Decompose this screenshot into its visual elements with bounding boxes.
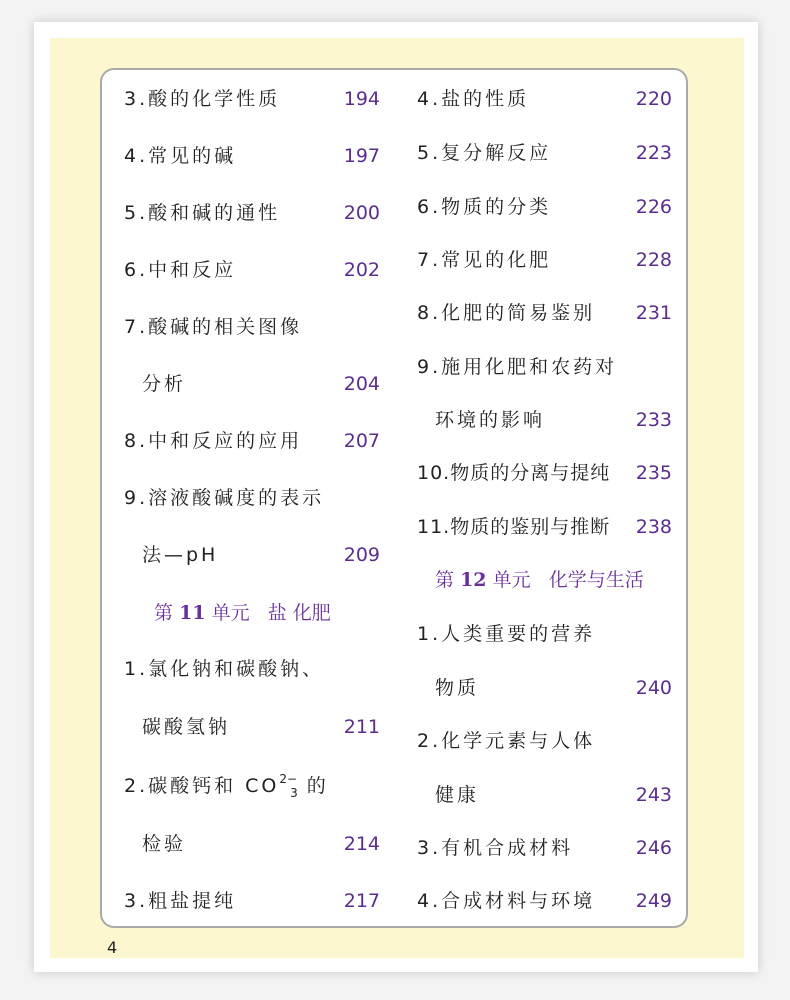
toc-entry-page: 207 (343, 430, 380, 452)
page-number: 4 (107, 938, 118, 957)
toc-entry-title: 8.中和反应的应用 (124, 430, 303, 452)
toc-entry-title: 11.物质的鉴别与推断 (417, 516, 611, 538)
toc-entry-page: 209 (343, 544, 380, 566)
unit-heading (435, 568, 644, 592)
unit-heading (154, 601, 331, 625)
toc-entry-title-part: 的 (297, 775, 329, 797)
toc-entry-page: 238 (635, 516, 672, 538)
toc-entry-continuation: 物质 (435, 677, 480, 699)
toc-entry-page: 235 (635, 462, 672, 484)
toc-entry-title: 7.酸碱的相关图像 (124, 316, 303, 338)
unit-prefix: 第 (435, 569, 455, 591)
toc-entry-title (124, 774, 329, 800)
toc-entry-page: 220 (635, 88, 672, 110)
table-of-contents (100, 68, 688, 928)
toc-entry-title: 3.酸的化学性质 (124, 88, 281, 110)
toc-entry-continuation: 碳酸氢钠 (142, 716, 231, 738)
toc-entry-title: 1.氯化钠和碳酸钠、 (124, 658, 325, 680)
toc-entry-title: 5.酸和碱的通性 (124, 202, 281, 224)
toc-entry-continuation: 检验 (142, 833, 187, 855)
unit-name: 盐 化肥 (267, 602, 331, 624)
toc-entry-title: 10.物质的分离与提纯 (417, 462, 611, 484)
toc-entry-continuation: 环境的影响 (435, 409, 546, 431)
toc-entry-page: 194 (343, 88, 380, 110)
toc-entry-title: 4.常见的碱 (124, 145, 237, 167)
toc-entry-page: 231 (635, 302, 672, 324)
toc-entry-title: 2.化学元素与人体 (417, 730, 596, 752)
toc-entry-page: 243 (635, 784, 672, 806)
toc-entry-continuation: 法—pH (142, 544, 219, 566)
toc-entry-page: 217 (343, 890, 380, 912)
toc-entry-page: 240 (635, 677, 672, 699)
toc-entry-title: 4.盐的性质 (417, 88, 530, 110)
unit-number: 11 (179, 602, 206, 624)
toc-entry-page: 200 (343, 202, 380, 224)
toc-entry-title: 9.施用化肥和农药对 (417, 356, 618, 378)
toc-entry-continuation: 分析 (142, 373, 187, 395)
toc-entry-title: 4.合成材料与环境 (417, 890, 596, 912)
unit-name: 化学与生活 (548, 569, 644, 591)
toc-entry-title: 5.复分解反应 (417, 142, 552, 164)
toc-entry-page: 202 (343, 259, 380, 281)
toc-entry-title: 7.常见的化肥 (417, 249, 552, 271)
toc-entry-title: 6.物质的分类 (417, 196, 552, 218)
unit-number: 12 (460, 569, 487, 591)
toc-entry-page: 204 (343, 373, 380, 395)
toc-entry-continuation: 健康 (435, 784, 480, 806)
toc-entry-title: 1.人类重要的营养 (417, 623, 596, 645)
ion-subscript: 3 (290, 786, 298, 800)
toc-entry-page: 226 (635, 196, 672, 218)
toc-entry-page: 197 (343, 145, 380, 167)
toc-entry-title: 3.粗盐提纯 (124, 890, 237, 912)
toc-entry-title-part: 2.碳酸钙和 CO (124, 775, 280, 797)
toc-entry-page: 223 (635, 142, 672, 164)
toc-entry-title: 9.溶液酸碱度的表示 (124, 487, 325, 509)
toc-entry-page: 249 (635, 890, 672, 912)
toc-entry-title: 6.中和反应 (124, 259, 237, 281)
toc-entry-page: 211 (343, 716, 380, 738)
unit-prefix: 第 (154, 602, 174, 624)
toc-entry-page: 246 (635, 837, 672, 859)
unit-suffix: 单元 (492, 569, 531, 591)
toc-entry-title: 8.化肥的简易鉴别 (417, 302, 596, 324)
unit-suffix: 单元 (211, 602, 250, 624)
toc-entry-page: 214 (343, 833, 380, 855)
toc-entry-page: 233 (635, 409, 672, 431)
toc-entry-title: 3.有机合成材料 (417, 837, 574, 859)
ion-charge: 2− (279, 772, 298, 786)
toc-entry-page: 228 (635, 249, 672, 271)
